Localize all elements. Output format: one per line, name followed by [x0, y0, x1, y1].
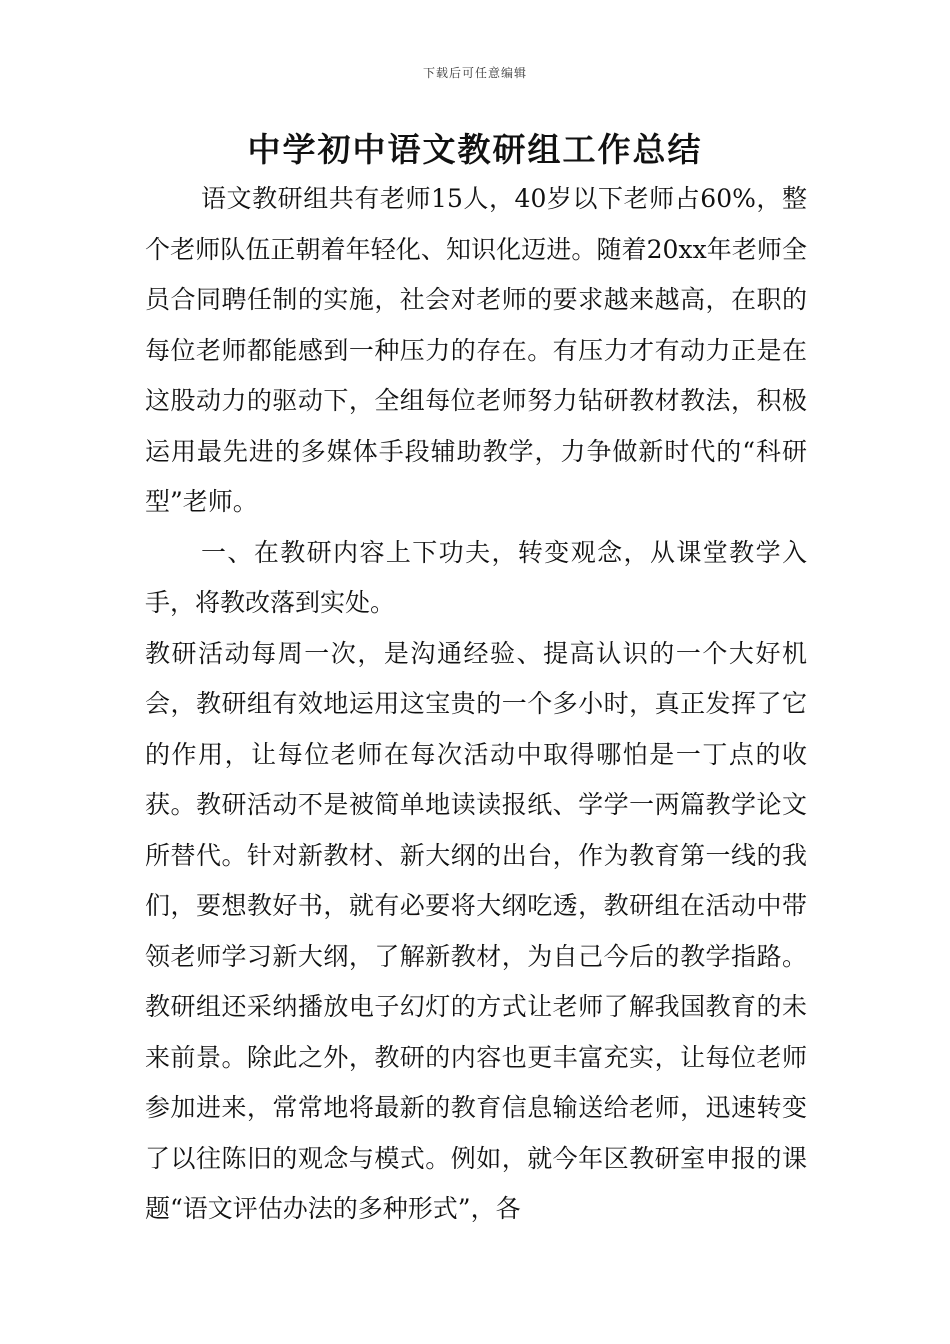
paragraph-section-1: 教研活动每周一次，是沟通经验、提高认识的一个大好机会，教研组有效地运用这宝贵的一个多小时，真正发挥了它的作用，让每位老师在每次活动中取得哪怕是一丁点的收获。教研活动不是被简单地读读报纸、学学一两篇教学论文所替代。针对新教材、新大纲的出台，作为教育第一线的我们，要想教好书，就有必要将大纲吃透，教研组在活动中带领老师学习新大纲，了解新教材，为自己今后的教学指路。教研组还采纳播放电子幻灯的方式让老师了解我国教育的未来前景。除此之外，教研的内容也更丰富充实，让每位老师参加进来，常常地将最新的教育信息输送给老师，迅速转变了以往陈旧的观念与模式。例如，就今年区教研室申报的课题“语文评估办法的多种形式”，各 [145, 638, 807, 1223]
header-note: 下载后可任意编辑 [422, 66, 527, 80]
document-title: 中学初中语文教研组工作总结 [247, 130, 703, 169]
document-body [145, 174, 807, 1235]
section-heading-1: 一、在教研内容上下功夫，转变观念，从课堂教学入手，将教改落到实处。 [145, 537, 807, 617]
paragraph-intro: 语文教研组共有老师15人，40岁以下老师占60%，整个老师队伍正朝着年轻化、知识化迈进。随着20xx年老师全员合同聘任制的实施，社会对老师的要求越来越高，在职的每位老师都能感到一种压力的存在。有压力才有动力正是在这股动力的驱动下，全组每位老师努力钻研教材教法，积极运用最先进的多媒体手段辅助教学，力争做新时代的“科研型”老师。 [145, 184, 807, 516]
